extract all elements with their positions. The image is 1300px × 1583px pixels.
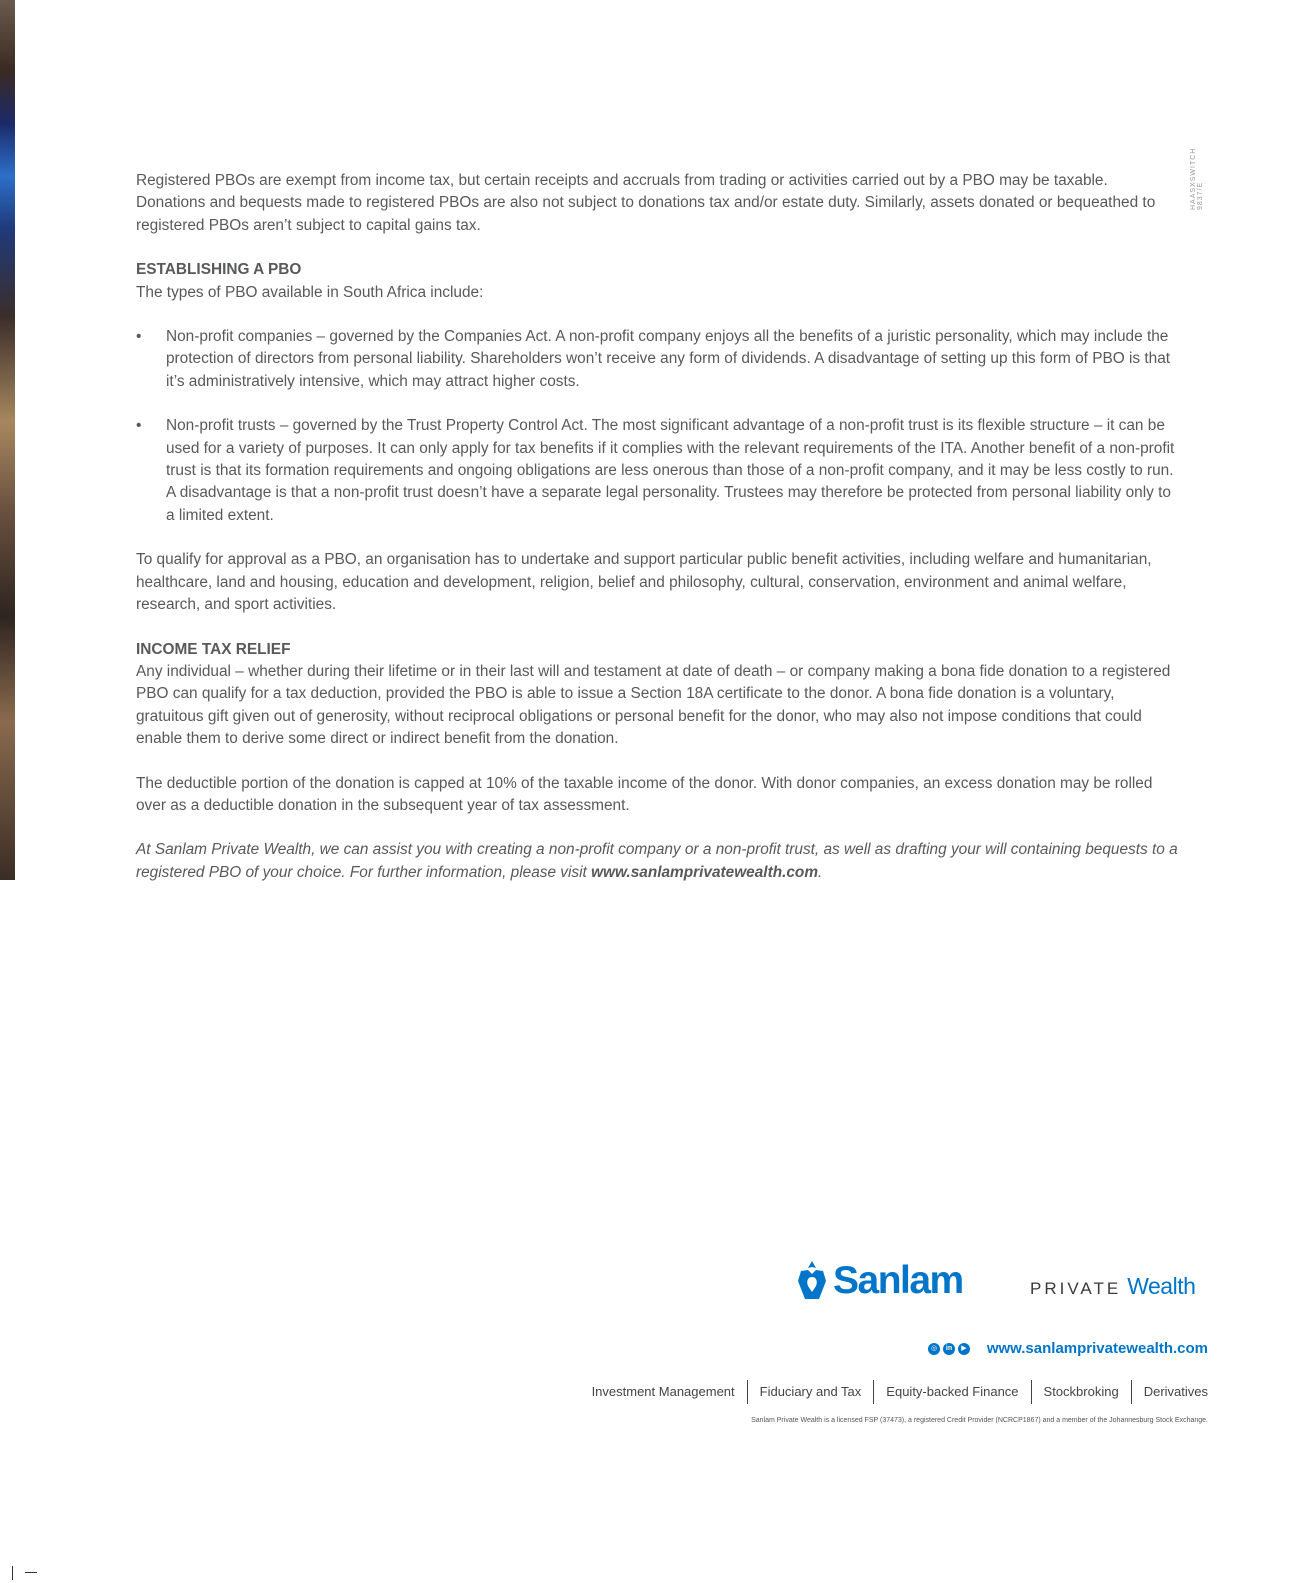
social-icons bbox=[928, 1343, 970, 1355]
service-item: Fiduciary and Tax bbox=[747, 1380, 874, 1404]
service-item: Investment Management bbox=[591, 1384, 735, 1399]
pbo-types-list bbox=[136, 326, 1181, 527]
intro-paragraph: Registered PBOs are exempt from income tax, but certain receipts and accruals from trading or activities carried out by a PBO may be taxable. Donations and bequests made to registered PBOs are also not subject to donations tax and/or estate duty. Similarly, assets donated or bequeathed to registered PBOs aren’t subject to capital gains tax. bbox=[136, 172, 1156, 234]
website-link[interactable]: www.sanlamprivatewealth.com bbox=[986, 1340, 1208, 1357]
service-item: Equity-backed Finance bbox=[873, 1380, 1030, 1404]
list-item-text: Non-profit companies – governed by the Companies Act. A non-profit company enjoys all the benefits of a juristic personality, which may include the protection of directors from personal liability. Shareholders won’t receive any form of dividends. A disadvantage of setting up this form of PBO is that it’s administratively intensive, which may attract higher costs. bbox=[166, 328, 1171, 390]
crop-mark bbox=[12, 1566, 13, 1580]
crop-mark bbox=[25, 1572, 37, 1573]
linkedin-icon[interactable]: in bbox=[943, 1343, 955, 1355]
photo-edge-strip bbox=[0, 0, 15, 880]
closing-end: . bbox=[818, 863, 823, 881]
section-heading-establishing: ESTABLISHING A PBO bbox=[136, 261, 302, 279]
qualification-paragraph: To qualify for approval as a PBO, an organisation has to undertake and support particular public benefit activities, including welfare and humanitarian, healthcare, land and housing, education and development, religion, belief and philosophy, cultural, conservation, environment and animal welfare, research, and sport activities. bbox=[136, 551, 1152, 614]
instagram-icon[interactable]: ◎ bbox=[928, 1343, 940, 1355]
services-list bbox=[580, 1380, 1208, 1404]
deductible-paragraph: The deductible portion of the donation is capped at 10% of the taxable income of the donor. With donor companies, an excess donation may be rolled over as a deductible donation in the subsequent year of tax assessment. bbox=[136, 774, 1153, 814]
list-item-text: Non-profit trusts – governed by the Trust Property Control Act. The most significant advantage of a non-profit trust is its flexible structure – it can be used for a variety of purposes. It can only apply for tax benefits if it complies with the relevant requirements of the ITA. Another benefit of a non-profit trust is that its formation requirements and ongoing obligations are less onerous than those of a non-profit company, and it may be less costly to run. A disadvantage is that a non-profit trust doesn’t have a separate legal personality. Trustees may therefore be protected from personal liability only to a limited extent. bbox=[166, 417, 1175, 524]
donation-paragraph: Any individual – whether during their lifetime or in their last will and testament at date of death – or company making a bona fide donation to a registered PBO can qualify for a tax deduction, provided the PBO is able to issue a Section 18A certificate to the donor. A bona fide donation is a voluntary, gratuitous gift given out of generosity, without reciprocal obligations or personal benefit for the donor, who may also not impose conditions that could enable them to derive some direct or indirect benefit from the donation. bbox=[136, 662, 1171, 748]
service-item: Stockbroking bbox=[1031, 1380, 1131, 1404]
private-wealth-logo bbox=[1030, 1273, 1195, 1300]
legal-disclaimer: Sanlam Private Wealth is a licensed FSP (37473), a registered Credit Provider (NCRCP1867) and a member of the Johannesburg Stock Exchange. bbox=[751, 1417, 1208, 1424]
list-item bbox=[136, 415, 1181, 527]
bullet-icon: • bbox=[136, 417, 142, 435]
section-heading-income-tax: INCOME TAX RELIEF bbox=[136, 640, 291, 658]
sanlam-shield-icon bbox=[797, 1261, 827, 1301]
bullet-icon: • bbox=[136, 328, 142, 346]
document-code: HAASXSWITCH 9837/E bbox=[1190, 147, 1204, 210]
closing-text: At Sanlam Private Wealth, we can assist you with creating a non-profit company or a non-profit trust, as well as drafting your will containing bequests to a registered PBO of your choice. For further information, please visit bbox=[136, 841, 1178, 881]
list-item bbox=[136, 326, 1181, 393]
closing-paragraph bbox=[136, 839, 1181, 884]
youtube-icon[interactable]: ▶ bbox=[958, 1343, 970, 1355]
section-lead: The types of PBO available in South Africa include: bbox=[136, 283, 484, 301]
private-wordmark: PRIVATE bbox=[1030, 1279, 1122, 1298]
closing-link[interactable]: www.sanlamprivatewealth.com bbox=[591, 863, 819, 881]
service-item: Derivatives bbox=[1131, 1380, 1208, 1404]
wealth-wordmark: Wealth bbox=[1127, 1273, 1196, 1299]
sanlam-logo bbox=[797, 1259, 963, 1303]
sanlam-wordmark: Sanlam bbox=[833, 1259, 963, 1302]
article-body bbox=[136, 170, 1181, 906]
